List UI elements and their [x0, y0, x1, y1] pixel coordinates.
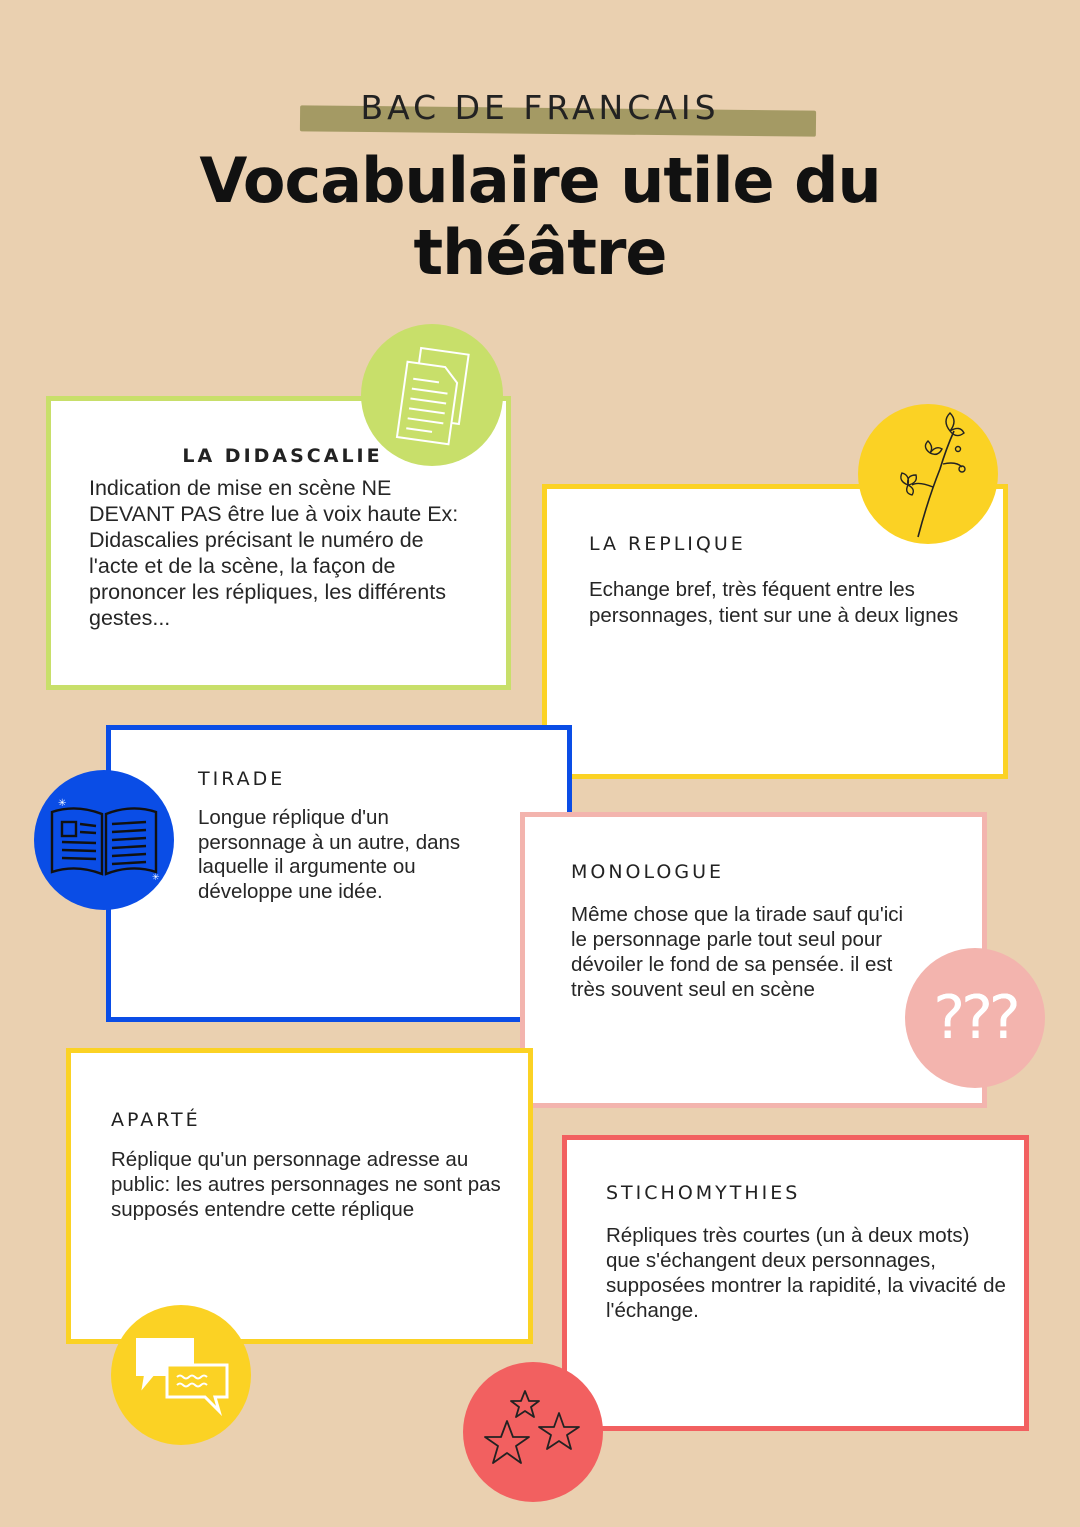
card-monologue	[520, 812, 987, 1108]
title-line-2: théâtre	[413, 216, 667, 289]
card-text: Echange bref, très féquent entre les personnages, tient sur une à deux lignes	[589, 578, 959, 627]
card-stichomythies	[562, 1135, 1029, 1431]
page-title	[0, 145, 1080, 289]
card-title: MONOLOGUE	[571, 861, 725, 883]
card-title: TIRADE	[198, 768, 286, 790]
card-title: APARTÉ	[111, 1109, 201, 1131]
card-title: STICHOMYTHIES	[606, 1182, 801, 1204]
speech-bubbles-icon	[111, 1305, 251, 1445]
card-tirade	[106, 725, 572, 1022]
book-icon	[34, 770, 174, 910]
card-aparte	[66, 1048, 533, 1344]
svg-text:✳: ✳	[152, 873, 160, 883]
card-text: Indication de mise en scène NE DEVANT PAS être lue à voix haute Ex: Didascalies précisant le numéro de l'acte et de la scène, la façon de prononcer les répliques, les différents gestes...	[89, 476, 459, 630]
card-text: Longue réplique d'un personnage à un autre, dans laquelle il argumente ou développe une idée.	[198, 806, 461, 903]
svg-text:✳: ✳	[58, 798, 67, 809]
title-line-1: Vocabulaire utile du	[199, 144, 881, 217]
card-text: Même chose que la tirade sauf qu'ici le personnage parle tout seul pour dévoiler le fond de sa pensée. il est très souvent seul en scène	[571, 903, 904, 1001]
card-text: Réplique qu'un personnage adresse au public: les autres personnages ne sont pas supposés entendre cette réplique	[111, 1148, 501, 1221]
flower-icon	[858, 404, 998, 544]
question-marks-icon: ???	[905, 948, 1045, 1088]
card-text: Répliques très courtes (un à deux mots) que s'échangent deux personnages, supposées montrer la rapidité, la vivacité de l'échange.	[606, 1224, 1006, 1322]
page-subtitle: BAC DE FRANCAIS	[360, 88, 720, 127]
document-icon	[361, 324, 503, 466]
card-title: LA REPLIQUE	[589, 533, 746, 555]
stars-icon	[463, 1362, 603, 1502]
card-title: LA DIDASCALIE	[182, 445, 383, 467]
